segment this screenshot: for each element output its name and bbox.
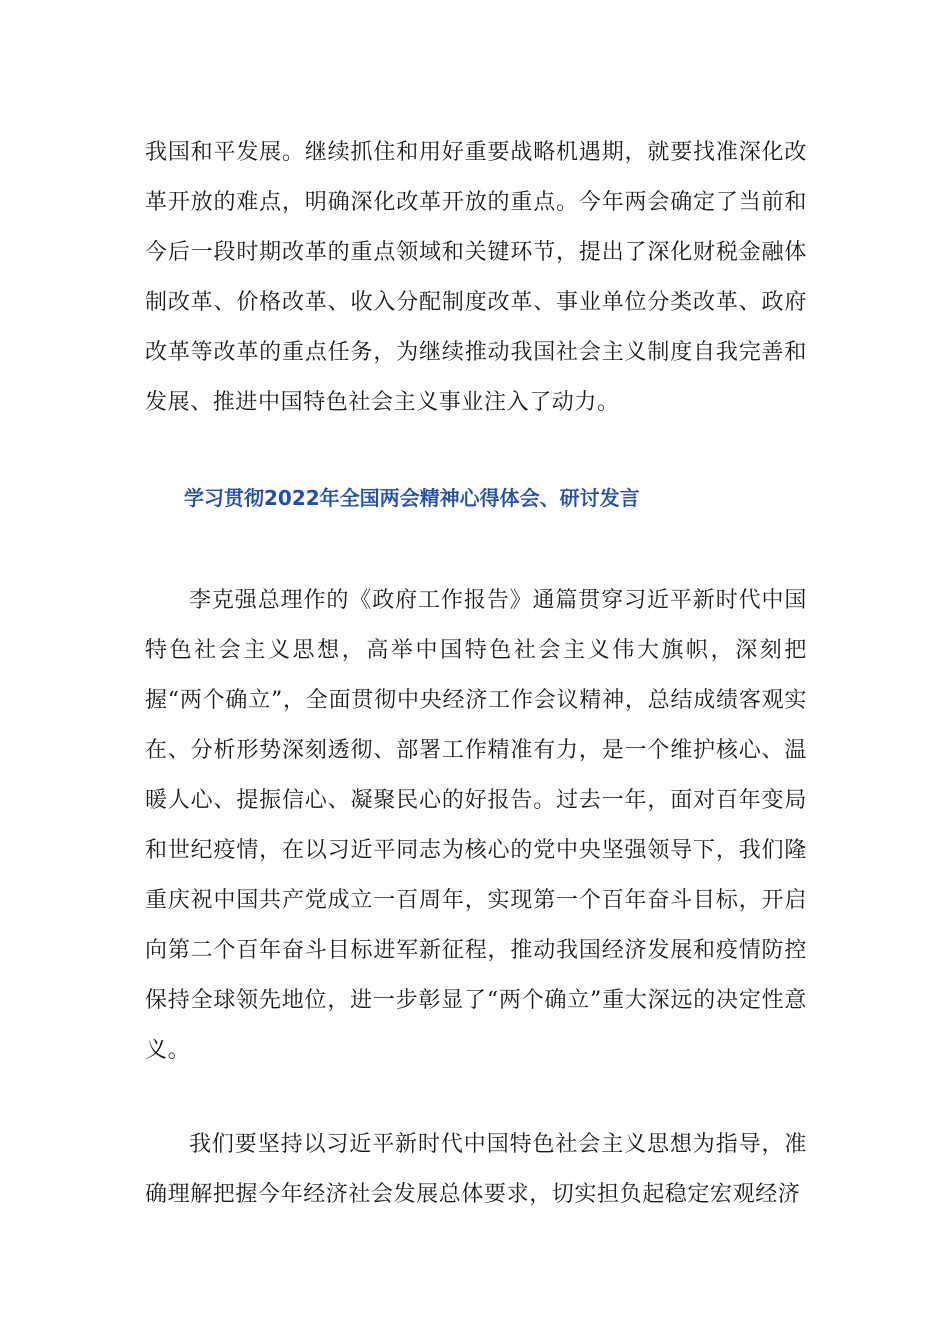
paragraph-guidance: 我们要坚持以习近平新时代中国特色社会主义思想为指导，准确理解把握今年经济社会发展总体要求，切实担负起稳定宏观经济: [145, 1132, 807, 1207]
paragraph-report: 李克强总理作的《政府工作报告》通篇贯穿习近平新时代中国特色社会主义思想，高举中国特色社会主义伟大旗帜，深刻把握“两个确立”，全面贯彻中央经济工作会议精神，总结成绩客观实在、分析形势深刻透彻、部署工作精准有力，是一个维护核心、温暖人心、提振信心、凝聚民心的好报告。过去一年，面对百年变局和世纪疫情，在以习近平同志为核心的党中央坚强领导下，我们隆重庆祝中国共产党成立一百周年，实现第一个百年奋斗目标，开启向第二个百年奋斗目标进军新征程，推动我国经济发展和疫情防控保持全球领先地位，进一步彰显了“两个确立”重大深远的决定性意义。: [145, 588, 807, 1063]
paragraph-continued: 我国和平发展。继续抓住和用好重要战略机遇期，就要找准深化改革开放的难点，明确深化改革开放的重点。今年两会确定了当前和今后一段时期改革的重点领域和关键环节，提出了深化财税金融体制改革、价格改革、收入分配制度改革、事业单位分类改革、政府改革等改革的重点任务，为继续推动我国社会主义制度自我完善和发展、推进中国特色社会主义事业注入了动力。: [145, 140, 807, 415]
section-heading: 学习贯彻2022年全国两会精神心得体会、研讨发言: [184, 486, 640, 510]
